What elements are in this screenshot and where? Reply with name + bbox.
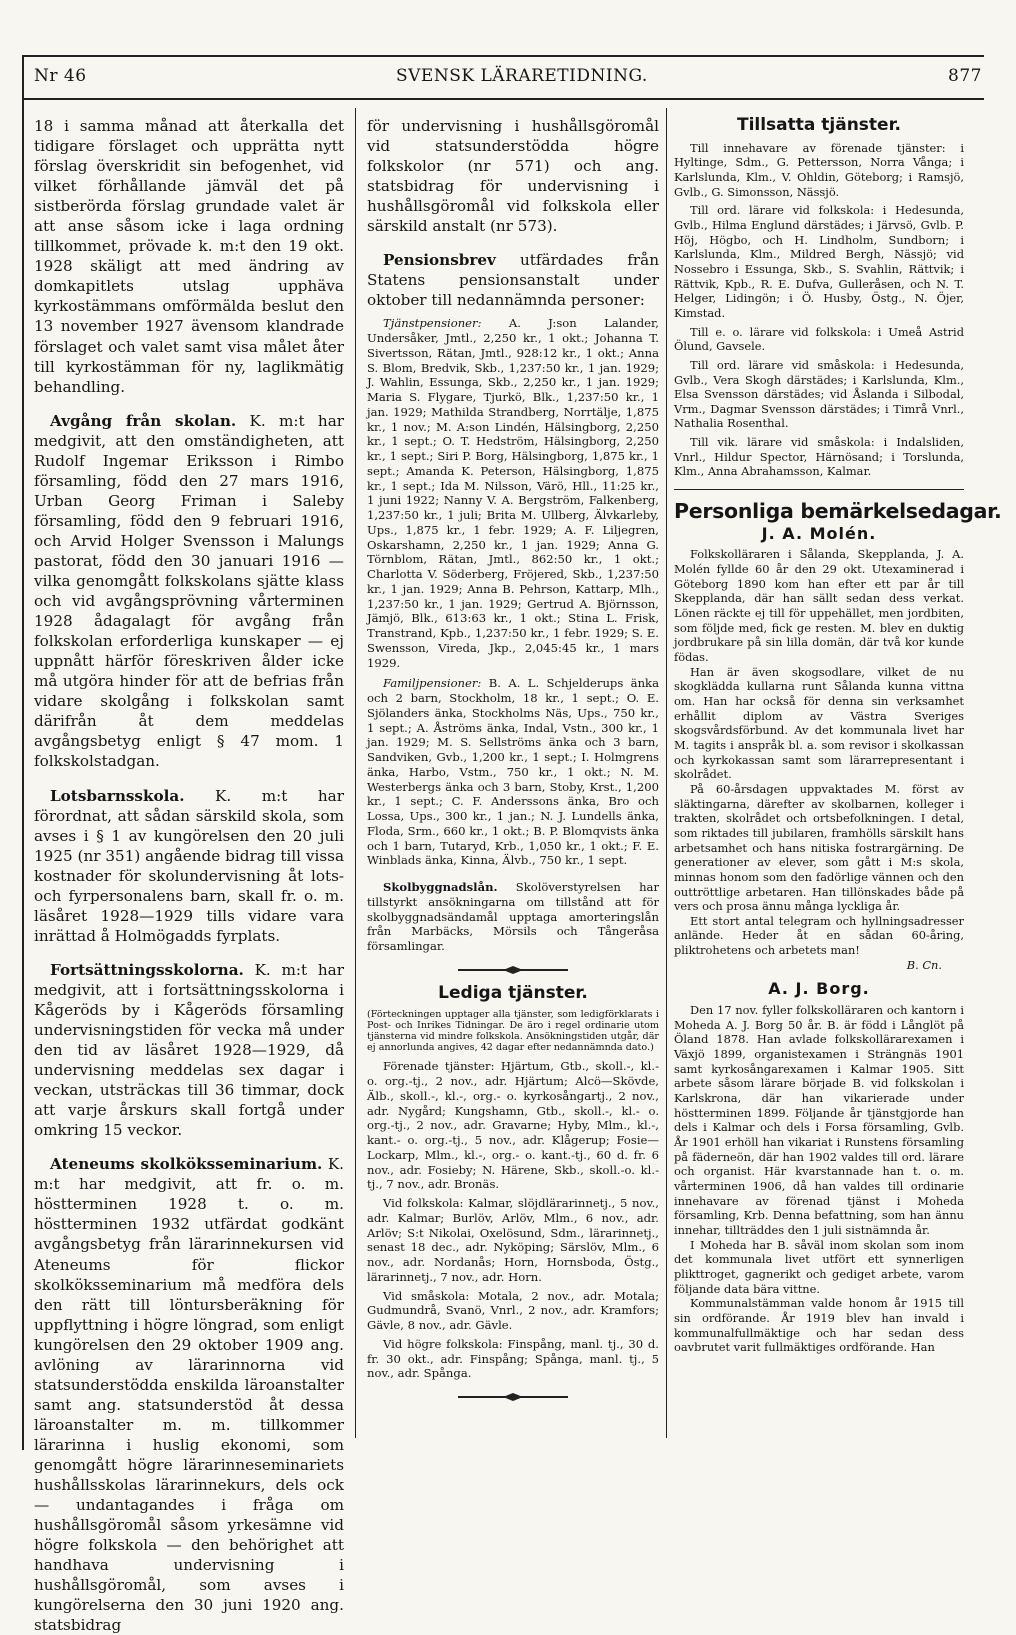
paragraph-skolbyggnadslan — [367, 880, 659, 954]
paragraph-forenade: Förenade tjänster: Hjärtum, Gtb., skoll.-, kl.- o. org.-tj., 2 nov., adr. Hjärtum; Alcö—Skövde, Älb., skoll.-, kl.-, org.- o. kyrkosångartj., 2 nov., adr. Nygård; Kungshamn, Gtb., skoll.-, kl.- o. org.-tj., 2 nov., adr. Gravarne; Hyby, Mlm., kl.-, kant.- o. org.-tj., 5 nov., adr. Klågerup; Fosie—Lockarp, Mlm., kl.-, org.- o. kant.-tj., 60 d. fr. 6 nov., adr. Fosieby; N. Härene, Skb., skoll.-o. kl.-tj., 7 nov., adr. Bronäs. — [367, 1059, 659, 1192]
section-title-personliga: Personliga bemärkelsedagar. — [674, 499, 1002, 524]
paragraph-fortsattningsskolorna — [34, 960, 344, 1140]
paragraph: 18 i samma månad att återkalla det tidigare förslaget och upprätta nytt förslag överskridit sin befogenhet, vid vilket förhållande jämväl det på sistberörda förslag grundade valet är att anse såsom icke i laga ordning tillkommet, prövade k. m:t den 19 okt. 1928 skäligt att med ändring av domkapitlets utslag upphäva kyrkostämmans omförmälda beslut den 13 november 1927 ävensom klandrade förslaget och valet samt visa målet åter till kyrkostämman för ny, laglikmätig behandling. — [34, 117, 344, 396]
header-bottom-rule — [22, 98, 984, 100]
signature: B. Cn. — [906, 957, 942, 972]
paragraph-vid-smaskola: Vid småskola: Motala, 2 nov., adr. Motala; Gudmundrå, Svanö, Vnrl., 2 nov., adr. Kramfors; Gävle, 8 nov., adr. Gävle. — [367, 1288, 659, 1333]
name-heading-borg: A. J. Borg. — [768, 979, 870, 999]
paragraph: Ett stort antal telegram och hyllningsadresser anlände. Heder åt en sådan 60-åring, pliktrohetens och arbetets man! — [674, 913, 964, 958]
column-1 — [34, 116, 344, 1635]
paragraph-avgang — [34, 411, 344, 772]
lead-lotsbarnsskola: Lotsbarnsskola. — [50, 786, 185, 805]
paragraph-ateneum — [34, 1154, 344, 1635]
lead-ateneum: Ateneums skolköksseminarium. — [50, 1155, 323, 1174]
paragraph-familjpensioner — [367, 676, 659, 868]
header-top-rule — [22, 55, 984, 57]
lead-skolbyggnadslan: Skolbyggnadslån. — [383, 880, 498, 895]
paragraph: I Moheda har B. såväl inom skolan som inom det kommunala livet utfört ett synnerligen plikttroget, gagnerikt och gediget arbete, varom följande data bära vittne. — [674, 1237, 964, 1296]
text-familjpensioner: B. A. L. Schjelderups änka och 2 barn, Stockholm, 18 kr., 1 sept.; O. E. Sjölanders änka, Stockholms Näs, Ups., 750 kr., 1 sept.; A. Åströms änka, Indal, Vstn., 300 kr., 1 jan. 1929; M. S. Sellströms änka och 3 barn, Sandviken, Gvb., 1,200 kr., 1 sept.; I. Holmgrens änka, Harbo, Vstm., 750 kr., 1 okt.; N. M. Westerbergs änka och 3 barn, Stoby, Krst., 1,200 kr., 1 sept.; C. F. Anderssons änka, Bro och Lossa, Ups., 300 kr., 1 jan.; N. J. Lundells änka, Floda, Srm., 660 kr., 1 okt.; B. P. Blomqvists änka och 1 barn, Tutaryd, Krb., 1,050 kr., 1 okt.; F. E. Winblads änka, Kinna, Älvb., 750 kr., 1 sept. — [367, 676, 659, 868]
column-2 — [367, 116, 659, 1413]
paragraph: Till ord. lärare vid folkskola: i Hedesunda, Gvlb., Hilma Englund därstädes; i Järvsö, Gvlb. P. Höj, Högbo, och H. Lindholm, Sundborn; i Karlslunda, Klm., Mildred Bergh, Nässjö; vid Nossebro i Essunga, Skb., S. Svahlin, Rättvik; i Rättvik, Kpb., R. E. Dufva, Gulleråsen, och N. T. Helger, Lidingön; i Ö. Husby, Östg., N. Öjer, Kimstad. — [674, 203, 964, 320]
paragraph: Kommunalstämman valde honom år 1915 till sin ordförande. År 1919 blev han invald i kommunalfullmäktige och har sedan dess oavbrutet varit fullmäktiges ordförande. Han — [674, 1296, 964, 1355]
text-skolbyggnadslan: Skolöverstyrelsen har tillstyrkt ansökningarna om tillstånd att för skolbyggnadsändamål upptaga amorteringslån från Marbäcks, Mörsils och Tångeråsa församlingar. — [367, 880, 659, 954]
text-fortsattningsskolorna: K. m:t har medgivit, att i fortsättningsskolorna i Kågeröds by i Kågeröds församling undervisningstiden för vecka må under den tid av läsåret 1928—1929, då undervisning meddelas sex dagar i veckan, utsträckas till 36 timmar, dock att varje årskurs skall fortgå under omkring 15 veckor. — [34, 960, 344, 1140]
outer-left-rule — [22, 55, 24, 1450]
text-ateneum: K. m:t har medgivit, att fr. o. m. höstterminen 1928 t. o. m. höstterminen 1932 utfärdat godkänt avgångsbetyg från lärarinnekursen vid Ateneums för flickor skolköksseminarium må medföra dels den rätt till löntursberäkning för uppflyttning i högre löngrad, som enligt kungörelsen den 29 oktober 1909 ang. avlöning av lärarinnorna vid statsunderstödda enskilda läroanstalter samt ang. statsunderstöd åt dessa läroanstalter m. m. tillkommer lärarinna i huslig ekonomi, som genomgått högre lärarinneseminariets hushållsskolas lärarinnekurs, dels ock — undantagandes i fråga om hushållsgöromål såsom yrkesämne vid högre folkskola — den behörighet att handhava undervisning i hushållsgöromål, som avses i kungörelserna den 30 juni 1920 ang. statsbidrag — [34, 1155, 344, 1635]
column-3 — [674, 115, 1002, 1355]
section-rule — [674, 489, 964, 490]
paragraph: Folkskolläraren i Sålanda, Skepplanda, J. A. Molén fyllde 60 år den 29 okt. Utexaminerad i Göteborg 1890 kom han efter ett par år till Skepplanda, där han sällt sedan dess verkat. Lönen räckte ej till för uppehället, men jordbiten, som följde med, fick ge resten. M. blev en duktig jordbrukare på sin lilla domän, där två kor kunde födas. — [674, 547, 964, 664]
paragraph-pensionsbrev — [367, 250, 659, 310]
paragraph-lotsbarnsskola — [34, 786, 344, 946]
ornament-divider — [458, 966, 568, 974]
paragraph-tjanstpensioner — [367, 316, 659, 670]
section-title-lediga: Lediga tjänster. — [438, 982, 588, 1003]
paragraph: för undervisning i hushållsgöromål vid statsunderstödda högre folkskolor (nr 571) och ang. statsbidrag för undervisning i hushållsgöromål vid folkskola eller särskild anstalt (nr 573). — [367, 117, 659, 236]
text-avgang: K. m:t har medgivit, att den omständigheten, att Rudolf Ingemar Eriksson i Rimbo församling, född den 27 mars 1916, Urban Georg Friman i Saleby församling, född den 9 februari 1916, och Arvid Holger Svensson i Malungs pastorat, född den 30 januari 1916 — vilka genomgått folkskolans sjätte klass och vid avgångsprövning vårterminen 1928 ådagalagt för avgång från folkskolan erforderliga kunskaper — ej uppnått härför föreskriven ålder icke må utgöra hinder för att de befrias från vidare skolgång i folkskolan samt därifrån åt dem meddelas avgångsbetyg enligt § 47 mom. 1 folkskolstadgan. — [34, 411, 345, 771]
paragraph: På 60-årsdagen uppvaktades M. först av släktingarna, därefter av skolbarnen, kolleger i trakten, skolrådet och ortsbefolkningen. I detal, som riktades till jubilaren, framhölls särskilt hans arbetsamhet och hans nitiska fostrargärning. De generationer av elever, som gått i M:s skola, minnas honom som den fadörlige vännen och den outtröttlige arbetaren. Han tillönskades både på vers och prosa ännu många lyckliga år. — [674, 781, 964, 914]
paragraph: Han är även skogsodlare, vilket de nu skogklädda kullarna runt Sålanda kunna vittna om. Han har också för denna sin verksamhet erhållit diplom av Västra Sveriges skogsvårdsförbund. Av det kommunala livet har M. tagits i anspråk bl. a. som revisor i skolkassan och kyrkokassan samt som lärarrepresentant i skolrådet. — [674, 664, 964, 782]
ornament-divider — [458, 1393, 568, 1401]
label-familjpensioner: Familjpensioner: — [383, 676, 482, 691]
column-rule-1 — [355, 108, 356, 1438]
paragraph: Till e. o. lärare vid folkskola: i Umeå Astrid Ölund, Gavsele. — [674, 324, 964, 354]
page-label: Nr 46 — [34, 66, 87, 86]
note-lediga: (Förteckningen upptager alla tjänster, som ledigförklarats i Post- och Inrikes Tidningar. De äro i regel ordinarie utom tjänsterna vid mindre folkskola. Ansökningstiden utgår, där ej annorlunda angives, 42 dagar efter nedannämnda dato.) — [367, 1008, 659, 1054]
paragraph-vid-folkskola: Vid folkskola: Kalmar, slöjdlärarinnetj., 5 nov., adr. Kalmar; Burlöv, Arlöv, Mlm., 6 nov., adr. Arlöv; S:t Nikolai, Oxelösund, Sdm., lärarinnetj., senast 18 dec., adr. Nyköping; Särslöv, Mlm., 6 nov., adr. Nordanås; Horn, Hornsboda, Östg., lärarinnetj., 7 nov., adr. Horn. — [367, 1196, 659, 1284]
paragraph: Till ord. lärare vid småskola: i Hedesunda, Gvlb., Vera Skogh därstädes; i Karlslunda, Klm., Elsa Svensson därstädes; vid Åslanda i Silbodal, Vrm., Dagmar Svensson därstädes; i Timrå Vnrl., Nathalia Rosenthal. — [674, 357, 964, 431]
paragraph: Den 17 nov. fyller folkskolläraren och kantorn i Moheda A. J. Borg 50 år. B. är född i Långlöt på Öland 1878. Han avlade folkskollärarexamen i Växjö 1899, organistexamen i Strängnäs 1901 samt kyrkosångarexamen i Kalmar 1905. Sitt arbete såsom lärare började B. vid folkskolan i Karlskrona, där han vikarierade under höstterminen 1899. Följande år tjänstgjorde han dels i Kalmar och dels i Forsa församling, Gvlb. År 1901 erhöll han vikariat i Runstens församling på fädernеön, där han 1902 valdes till ord. lärare och organist. Här kvarstannade han t. o. m. vårterminen 1906, då han valdes till ordinarie innehavare av förenad tjänst i Moheda församling, Krb. Denna befattning, som han ännu innehar, tillträddes den 1 juli sistnämnda år. — [674, 1003, 964, 1237]
name-heading-molen: J. A. Molén. — [761, 523, 877, 543]
page-number: 877 — [948, 66, 982, 86]
paragraph: Till innehavare av förenade tjänster: i Hyltinge, Sdm., G. Pettersson, Norra Vånga; i Karlslunda, Klm., V. Ohldin, Göteborg; i Ramsjö, Gvlb., G. Simonsson, Nässjö. — [674, 140, 964, 199]
paragraph-vid-hogre: Vid högre folkskola: Finspång, manl. tj., 30 d. fr. 30 okt., adr. Finspång; Spånga, manl. tj., 5 nov., adr. Spånga. — [367, 1336, 659, 1381]
text-pensionsbrev: utfärdades från Statens pensionsanstalt under oktober till nedannämnda personer: — [367, 251, 659, 310]
column-rule-2 — [666, 108, 667, 1438]
paragraph: Till vik. lärare vid småskola: i Indalsliden, Vnrl., Hildur Spector, Härnösand; i Torslunda, Klm., Anna Abrahamsson, Kalmar. — [674, 435, 964, 479]
label-tjanstpensioner: Tjänstpensioner: — [383, 316, 482, 331]
section-title-tillsatta: Tillsatta tjänster. — [736, 115, 902, 135]
lead-pensionsbrev: Pensionsbrev — [383, 251, 496, 270]
text-lotsbarnsskola: K. m:t har förordnat, att sådan särskild skola, som avses i § 1 av kungörelsen den 20 juli 1925 (nr 351) angående bidrag till vissa kostnader för skolundervisning åt lots- och fyrpersonalens barn, skall fr. o. m. läsåret 1928—1929 tills vidare vara inrättad å Holmögadds fyrplats. — [34, 786, 344, 945]
text-tjanstpensioner: A. J:son Lalander, Undersåker, Jmtl., 2,250 kr., 1 okt.; Johanna T. Sivertsson, Rätan, Jmtl., 928:12 kr., 1 okt.; Anna S. Blom, Bredvik, Skb., 1,237:50 kr., 1 jan. 1929; J. Wahlin, Essunga, Skb., 2,250 kr., 1 jan. 1929; Maria S. Flygare, Tjurkö, Blk., 1,237:50 kr., 1 jan. 1929; Mathilda Strandberg, Norrtälje, 1,875 kr., 1 nov.; M. A:son Lindén, Hälsingborg, 2,250 kr., 1 sept.; O. T. Hedström, Hälsingborg, 2,250 kr., 1 sept.; Siri P. Borg, Hälsingborg, 1,875 kr., 1 sept.; Amanda K. Peterson, Hälsingborg, 1,875 kr., 1 sept.; Ida M. Nilsson, Värö, Hll., 11:25 kr., 1 juni 1922; Nanny V. A. Bergström, Falkenberg, 1,237:50 kr., 1 juli; Brita M. Ullberg, Älvkarleby, Ups., 1,875 kr., 1 febr. 1929; A. F. Liljegren, Oskarshamn, 2,250 kr., 1 jan. 1929; Anna G. Törnblom, Rätan, Jmtl., 862:50 kr., 1 okt.; Charlotta V. Söderberg, Fröjered, Skb., 1,237:50 kr., 1 jan. 1929; Anna B. Pehrson, Kattarp, Mlh., 1,237:50 kr., 1 jan. 1929; Gertrud A. Björnsson, Jämjö, Blk., 613:63 kr., 1 okt.; Stina L. Frisk, Transtrand, Kpb., 1,237:50 kr., 1 febr. 1929; S. E. Swensson, Vireda, Jkp., 2,045:45 kr., 1 mars 1929. — [367, 316, 659, 670]
lead-avgang: Avgång från skolan. — [50, 411, 237, 430]
lead-fortsattningsskolorna: Fortsättningsskolorna. — [50, 960, 244, 979]
journal-title: SVENSK LÄRARETIDNING. — [396, 66, 648, 86]
